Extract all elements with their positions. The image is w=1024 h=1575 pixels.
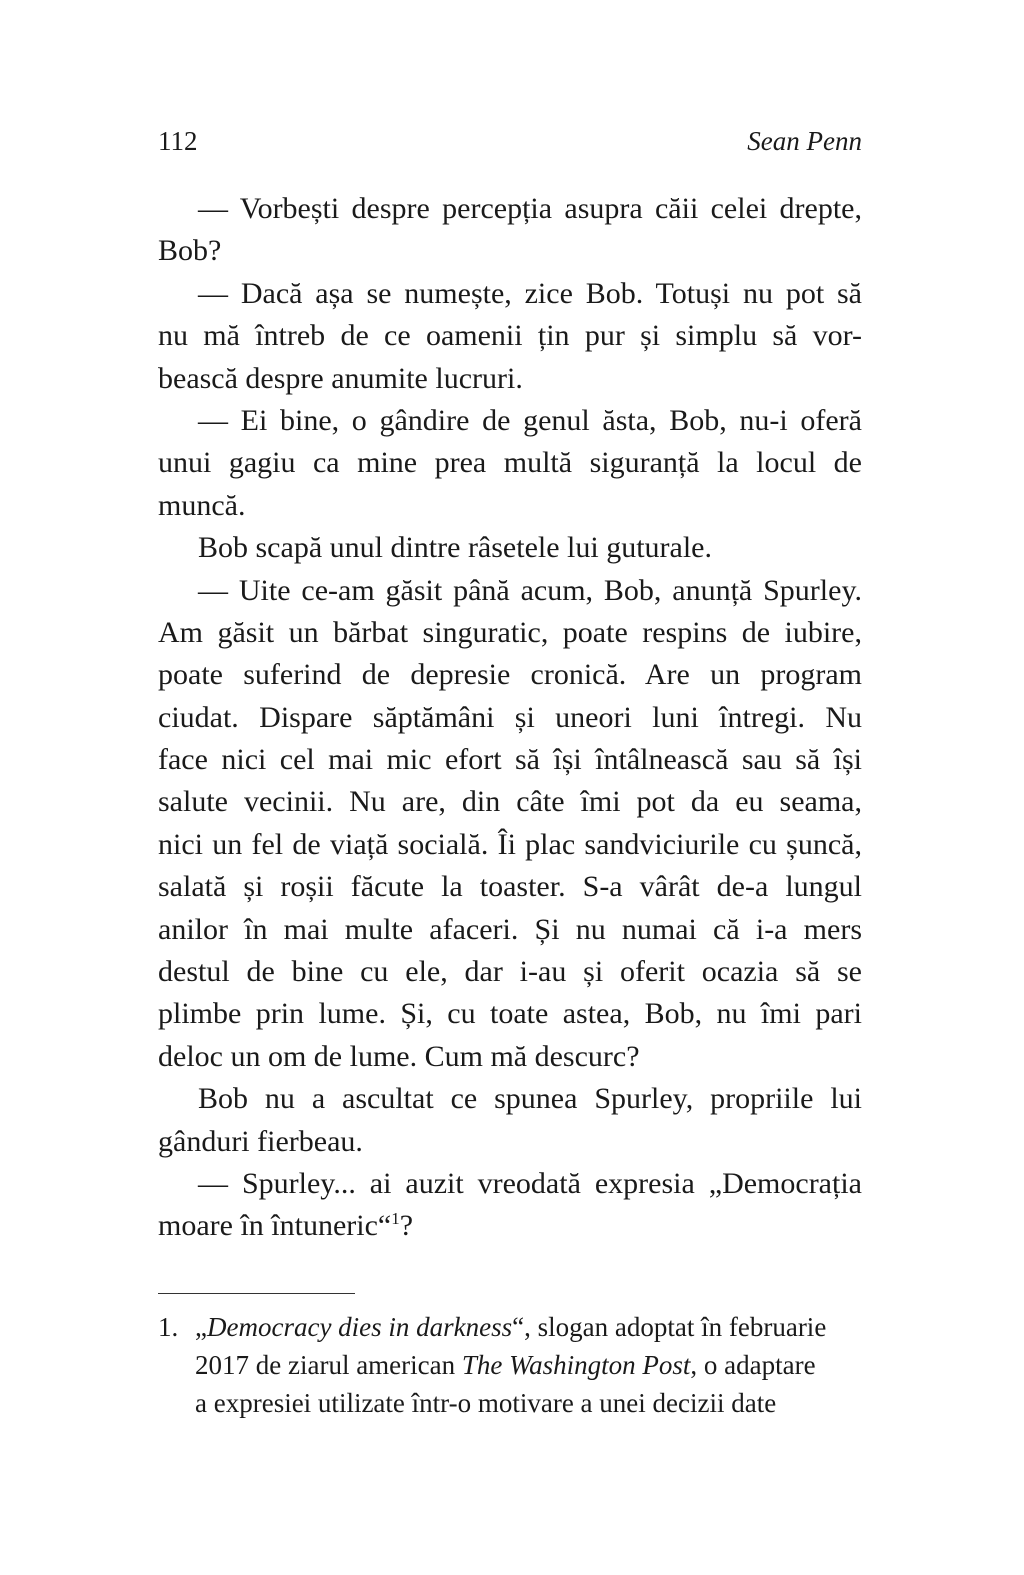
line-text: Bob nu a ascultat ce spunea Spurley, propriile lui xyxy=(198,1082,862,1116)
text-line xyxy=(158,612,862,654)
line-text: — Uite ce-am găsit până acum, Bob, anunță Spurley. xyxy=(198,573,862,607)
text-line xyxy=(158,230,862,272)
line-text: bească despre anumite lucruri. xyxy=(158,361,523,395)
line-text: — Dacă așa se numește, zice Bob. Totuși nu pot să xyxy=(198,276,862,310)
footnote-line xyxy=(158,1384,862,1422)
footnote-text: 2017 de ziarul american xyxy=(195,1350,462,1380)
line-text: deloc un om de lume. Cum mă descurc? xyxy=(158,1039,640,1073)
line-text: destul de bine cu ele, dar i-au și oferit ocazia să se xyxy=(158,955,862,989)
text-line xyxy=(158,909,862,951)
line-text: Bob scapă unul dintre râsetele lui guturale. xyxy=(198,531,712,565)
running-head: Sean Penn xyxy=(747,126,862,156)
text-line xyxy=(158,1121,862,1163)
line-text: gânduri fierbeau. xyxy=(158,1124,363,1158)
text-line xyxy=(158,739,862,781)
text-line xyxy=(158,993,862,1035)
line-text: — Spurley... ai auzit vreodată expresia „Democrația xyxy=(198,1166,862,1200)
text-line xyxy=(158,358,862,400)
footnote-line xyxy=(158,1308,862,1346)
italic-title: The Washington Post xyxy=(461,1350,691,1380)
footnote-text: a expresiei utilizate într-o motivare a unei decizii date xyxy=(195,1388,777,1418)
footnote-divider xyxy=(158,1293,355,1294)
text-line xyxy=(158,570,862,612)
text-line xyxy=(158,315,862,357)
line-text: Am găsit un bărbat singuratic, poate respins de iubire, xyxy=(158,615,862,649)
footnote-text: “, slogan adoptat în februarie xyxy=(512,1312,827,1342)
text-line xyxy=(158,273,862,315)
line-text: ciudat. Dispare săptămâni și uneori luni întregi. Nu xyxy=(158,700,862,734)
footnote-ref: 1 xyxy=(391,1209,400,1229)
line-text: moare în întuneric“ xyxy=(158,1209,392,1243)
text-line xyxy=(158,697,862,739)
italic-title: Democracy dies in darkness xyxy=(206,1312,513,1342)
text-line xyxy=(158,781,862,823)
line-text: nici un fel de viață socială. Îi plac sandviciurile cu șuncă, xyxy=(158,827,862,861)
text-line xyxy=(158,654,862,696)
text-line xyxy=(158,442,862,484)
footnotes xyxy=(158,1308,862,1422)
text-line xyxy=(158,400,862,442)
text-line xyxy=(158,527,862,569)
text-line xyxy=(158,485,862,527)
body-text xyxy=(158,188,862,1248)
line-text: salute vecinii. Nu are, din câte îmi pot da eu seama, xyxy=(158,785,862,819)
footnote-number: 1. xyxy=(158,1312,179,1342)
footnote-text: „ xyxy=(195,1312,207,1342)
text-line xyxy=(158,1036,862,1078)
line-text: plimbe prin lume. Și, cu toate astea, Bob, nu îmi pari xyxy=(158,997,862,1031)
line-text: unui gagiu ca mine prea multă siguranță la locul de xyxy=(158,446,862,480)
footnote-text: , o adaptare xyxy=(690,1350,816,1380)
line-text: muncă. xyxy=(158,488,246,522)
text-line xyxy=(158,1078,862,1120)
line-text: — Ei bine, o gândire de genul ăsta, Bob, nu-i oferă xyxy=(198,403,862,437)
page-number: 112 xyxy=(158,126,198,156)
line-text: — Vorbești despre percepția asupra căii celei drepte, xyxy=(198,192,862,225)
line-text: anilor în mai multe afaceri. Și nu numai că i-a mers xyxy=(158,912,862,946)
line-text: Bob? xyxy=(158,234,222,268)
text-line xyxy=(158,866,862,908)
text-line xyxy=(158,188,862,230)
text-line xyxy=(158,824,862,866)
text-line xyxy=(158,1163,862,1205)
line-text: salată și roșii făcute la toaster. S-a vârât de-a lungul xyxy=(158,870,862,904)
line-text: nu mă întreb de ce oamenii țin pur și simplu să vor- xyxy=(158,319,862,353)
line-text: face nici cel mai mic efort să își întâlnească sau să își xyxy=(158,743,862,777)
text-line xyxy=(158,1205,862,1247)
line-text: poate suferind de depresie cronică. Are un program xyxy=(158,658,862,692)
text-line xyxy=(158,951,862,993)
footnote-line xyxy=(158,1346,862,1384)
line-text-after: ? xyxy=(399,1209,414,1243)
